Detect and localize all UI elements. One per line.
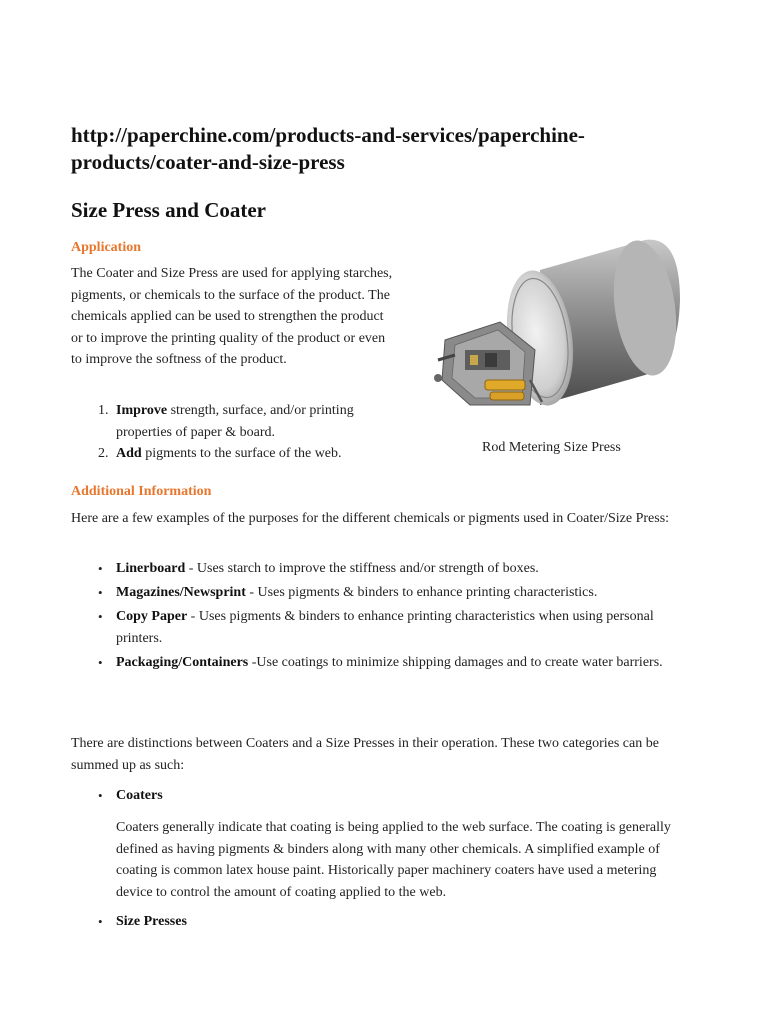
- application-heading: Application: [71, 240, 142, 255]
- rod-metering-size-press-image: [430, 230, 690, 415]
- bullet: •: [98, 561, 103, 576]
- list-item-bold: Improve: [116, 403, 168, 418]
- bullet: •: [98, 914, 103, 929]
- list-item-bold: Packaging/Containers: [116, 655, 249, 670]
- list-item: [71, 558, 701, 580]
- coaters-paragraph: Coaters generally indicate that coating is being applied to the web surface. The coating is generally defined as having pigments & binders along with many other chemicals. A simplified example of coating is common latex house paint. Historically paper machinery coaters have used a metering device to control the amount of coating applied to the web.: [116, 820, 671, 900]
- list-item: [71, 400, 391, 443]
- list-item: [71, 652, 701, 674]
- bullet: •: [98, 585, 103, 600]
- list-item-bold: Copy Paper: [116, 609, 188, 624]
- list-item-text: -Use coatings to minimize shipping damages and to create water barriers.: [248, 655, 663, 670]
- page-title: Size Press and Coater: [71, 198, 266, 222]
- bullet: •: [98, 655, 103, 670]
- list-item: [71, 582, 701, 604]
- list-item: [71, 443, 391, 465]
- list-item-text: pigments to the surface of the web.: [141, 446, 342, 461]
- list-item-text: - Uses pigments & binders to enhance printing characteristics.: [245, 585, 598, 600]
- list-item: [71, 911, 701, 933]
- list-item-bold: Magazines/Newsprint: [116, 585, 246, 600]
- size-presses-label: Size Presses: [116, 914, 187, 929]
- application-list: [71, 400, 391, 465]
- list-number: 1.: [98, 403, 109, 418]
- figure-caption: Rod Metering Size Press: [482, 440, 621, 455]
- list-item-bold: Linerboard: [116, 561, 186, 576]
- application-paragraph: The Coater and Size Press are used for applying starches, pigments, or chemicals to the surface of the product. The chemicals applied can be used to strengthen the product or to improve the printing quality of the product or even to improve the softness of the product.: [71, 266, 393, 367]
- additional-intro: Here are a few examples of the purposes for the different chemicals or pigments used in Coater/Size Press:: [71, 511, 670, 526]
- distinctions-intro: There are distinctions between Coaters and a Size Presses in their operation. These two categories can be summed up as such:: [71, 736, 659, 773]
- list-item-text: strength, surface, and/or printing properties of paper & board.: [116, 403, 354, 440]
- list-item-text: - Uses pigments & binders to enhance printing characteristics when using personal printers.: [116, 609, 654, 646]
- size-presses-list: [71, 911, 701, 933]
- list-item: [71, 785, 701, 807]
- examples-list: [71, 558, 701, 676]
- list-number: 2.: [98, 446, 109, 461]
- additional-heading: Additional Information: [71, 484, 212, 499]
- list-item-bold: Add: [116, 446, 142, 461]
- bullet: •: [98, 609, 103, 624]
- list-item: [71, 606, 701, 650]
- coaters-list: [71, 785, 701, 807]
- bullet: •: [98, 788, 103, 803]
- url-heading: http://paperchine.com/products-and-services/paperchine-products/coater-and-size-press: [71, 123, 585, 174]
- coaters-label: Coaters: [116, 788, 163, 803]
- list-item-text: - Uses starch to improve the stiffness and/or strength of boxes.: [185, 561, 539, 576]
